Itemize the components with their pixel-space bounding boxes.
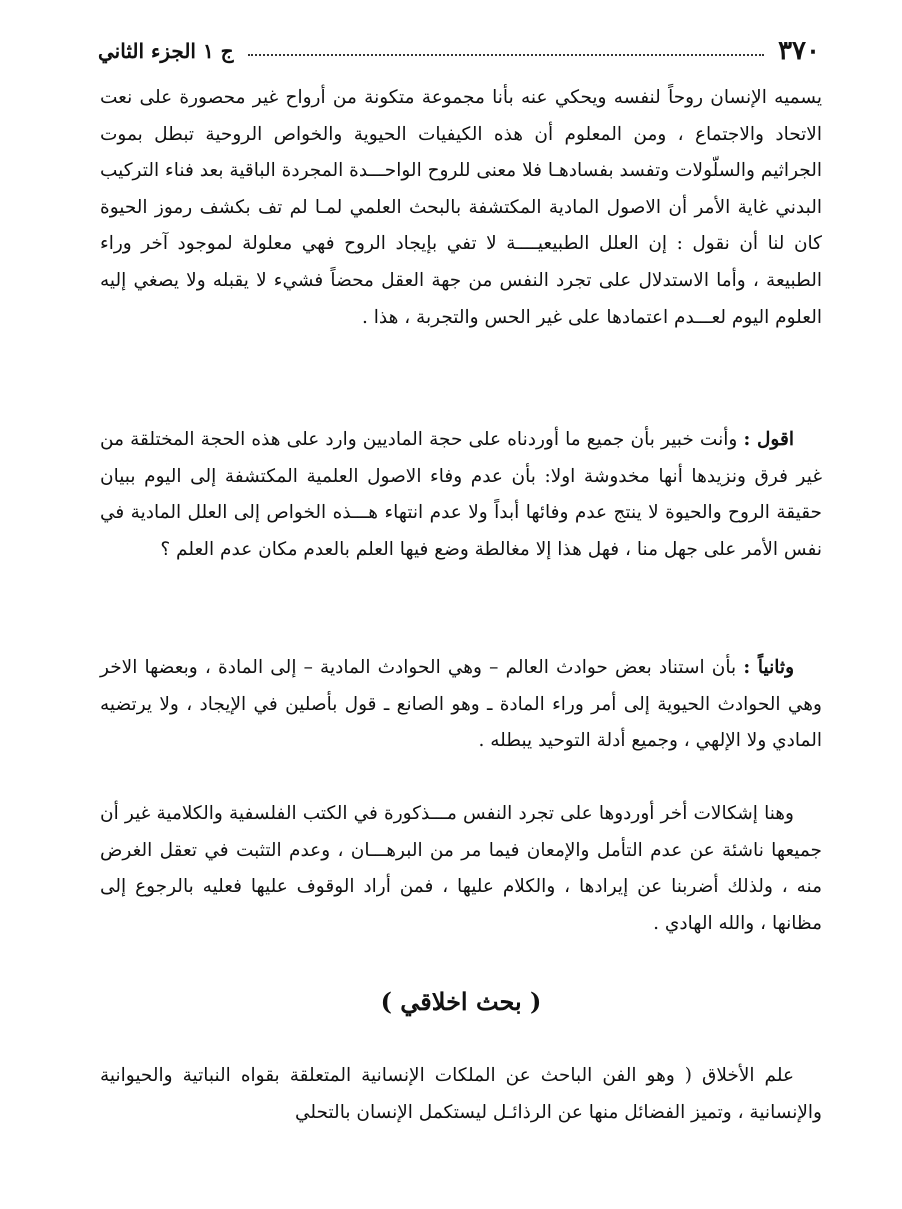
paragraph-3-lead: وثانياً : bbox=[743, 657, 795, 678]
paragraph-4-text: وهنا إشكالات أخر أوردوها على تجرد النفس مـــذكورة في الكتب الفلسفية والكلامية غير أن جميعها ناشئة عن عدم التأمل والإمعان فيما مر من البرهـــان ، وعدم التثبت في تعقل الغرض منه ، ولذلك أضربنا عن إيرادها ، والكلام عليها ، فمن أراد الوقوف عليها فعليه بالرجوع إلى مظانها ، والله الهادي . bbox=[100, 803, 822, 934]
paragraph-2 bbox=[100, 422, 822, 568]
paragraph-1-text: يسميه الإنسان روحاً لنفسه ويحكي عنه بأنا مجموعة متكونة من أرواح غير محصورة على نعت الاتحاد والاجتماع ، ومن المعلوم أن هذه الكيفيات الحيوية والخواص الروحية تبطل بموت الجراثيم والسلّولات وتفسد بفسادهـا فلا معنى للروح الواحـــدة المجردة الباقية بعد فناء التركيب البدني غاية الأمر أن الاصول المادية المكتشفة بالبحث العلمي لمـا لم تف بكشف رموز الحيوة كان لنا أن نقول : إن العلل الطبيعيــــة لا تفي بإيجاد الروح فهي معلولة لموجود آخر وراء الطبيعة ، وأما الاستدلال على تجرد النفس من جهة العقل محضاً فشيء لا يقبله ولا يصغي إليه العلوم اليوم لعـــدم اعتمادها على غير الحس والتجربة ، هذا . bbox=[100, 87, 822, 328]
section-heading: ( بحث اخلاقي ) bbox=[380, 987, 542, 1016]
dotted-leader bbox=[248, 54, 765, 56]
paragraph-1 bbox=[100, 80, 822, 336]
paragraph-3-text: بأن استناد بعض حوادث العالم – وهي الحوادث المادية – إلى المادة ، وبعضها الاخر وهي الحوادث الحيوية إلى أمر وراء المادة ـ وهو الصانع ـ قول بأصلين في الإيجاد ، ولا يرتضيه المادي ولا الإلهي ، وجميع أدلة التوحيد يبطله . bbox=[100, 657, 822, 752]
paragraph-5-text: علم الأخلاق ( وهو الفن الباحث عن الملكات الإنسانية المتعلقة بقواه النباتية والحيوانية والإنسانية ، وتميز الفضائل منها عن الرذائـل ليستكمل الإنسان بالتحلي bbox=[100, 1065, 822, 1123]
volume-label: ج ١ الجزء الثاني bbox=[98, 39, 234, 63]
paragraph-5 bbox=[100, 1058, 822, 1131]
page-number: ٣٧٠ bbox=[778, 36, 820, 66]
paragraph-2-lead: اقول : bbox=[743, 429, 794, 450]
paragraph-2-text: وأنت خبير بأن جميع ما أوردناه على حجة الماديين وارد على هذه الحجة المختلقة من غير فرق ونزيدها أنها مخدوشة اولا: بأن عدم وفاء الاصول العلمية المكتشفة إلى اليوم ببيان حقيقة الروح والحيوة لا ينتج عدم وفائها أبداً ولا عدم انتهاء هـــذه الخواص إلى العلل المادية في نفس الأمر على جهل منا ، فهل هذا إلا مغالطة وضع فيها العلم بالعدم مكان عدم العلم ؟ bbox=[100, 429, 822, 560]
page-header bbox=[98, 30, 820, 72]
paragraph-3 bbox=[100, 650, 822, 760]
paragraph-4 bbox=[100, 796, 822, 942]
